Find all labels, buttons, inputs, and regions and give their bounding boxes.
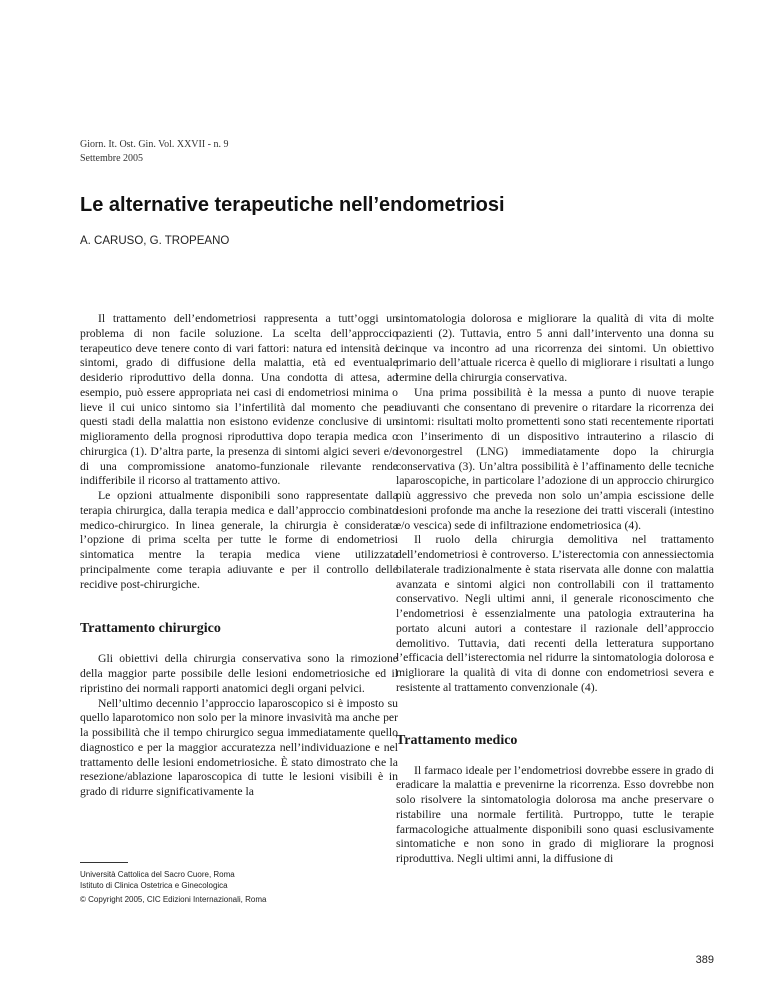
section-heading-surgical: Trattamento chirurgico: [80, 621, 221, 637]
affiliation-university: Università Cattolica del Sacro Cuore, Roma: [80, 870, 235, 879]
footnote-rule: [80, 862, 128, 863]
surgical-paragraph-3: Una prima possibilità è la messa a punto di nuove terapie adiuvanti che consentano di prevenire o ritardare la ricorrenza dei sintomi: risultati molto promettenti sono stati recentemente riportati con l’inserimento di un dispositivo intrauterino a rilascio di levonorgestrel (LNG) immediatamente dopo la chirurgia conservativa (3). Un’altra possibilità è l’affinamento delle tecniche laparoscopiche, in particolare l’adozione di un approccio chirurgico più aggressivo che preveda non solo un’ampia escissione delle lesioni profonde ma anche la resezione dei tratti viscerali (intestino e/o vescica) sede di infiltrazione endometriosica (4).: [396, 385, 714, 532]
footnote-copyright: © Copyright 2005, CIC Edizioni Internazionali, Roma: [80, 895, 267, 904]
affiliation-institute: Istituto di Clinica Ostetrica e Ginecologica: [80, 881, 228, 890]
continued-paragraph: sintomatologia dolorosa e migliorare la qualità di vita di molte pazienti (2). Tuttavia, entro 5 anni dall’intervento una donna su cinque va incontro ad una ricorrenza dei sintomi. Un obiettivo primario dell’attuale ricerca è quello di migliorare i risultati a lungo termine della chirurgia conservativa.: [396, 312, 714, 384]
journal-volume-line: Giorn. It. Ost. Gin. Vol. XXVII - n. 9: [80, 139, 229, 150]
article-authors: A. CARUSO, G. TROPEANO: [80, 235, 230, 247]
right-column: [396, 312, 714, 867]
surgical-paragraph-4: Il ruolo della chirurgia demolitiva nel trattamento dell’endometriosi è controverso. L’isterectomia con annessiectomia bilaterale tradizionalmente è stata riservata alle donne con malattia avanzata e sintomi algici non controllabili con il trattamento conservativo. Negli ultimi anni, il generale riconoscimento che l’endometriosi è essenzialmente una patologia extrauterina ha portato alcuni autori a contestare il razionale dell’approccio demolitivo. Tuttavia, dati recenti della letteratura supportano l’efficacia dell’isterectomia nel ridurre la sintomatologia dolorosa e migliorare la qualità di vita di donne con endometriosi severa e resistente al trattamento convenzionale (4).: [396, 533, 714, 694]
intro-paragraph-2: Le opzioni attualmente disponibili sono rappresentate dalla terapia chirurgica, dalla terapia medica e dall’approccio combinato medico-chirurgico. In linea generale, la chirurgia è considerata l’opzione di prima scelta per tutte le forme di endometriosi sintomatica mentre la terapia medica viene utilizzata principalmente come terapia adiuvante e per il controllo delle recidive post-chirurgiche.: [80, 489, 398, 591]
medical-paragraph-1: Il farmaco ideale per l’endometriosi dovrebbe essere in grado di eradicare la malattia e prevenirne la ricorrenza. Esso dovrebbe non solo risolvere la sintomatologia dolorosa ma anche preservare o ristabilire una normale fertilità. Purtroppo, tutte le terapie farmacologiche attualmente disponibili sono quasi esclusivamente sintomatiche e non sono in grado di migliorare la prognosi riproduttiva. Negli ultimi anni, la diffusione di: [396, 763, 714, 865]
intro-paragraph-1: Il trattamento dell’endometriosi rappresenta a tutt’oggi un problema di non facile soluzione. La scelta dell’approccio terapeutico deve tenere conto di vari fattori: natura ed intensità dei sintomi, grado di diffusione della malattia, età ed eventuale desiderio riproduttivo della donna. Una condotta di attesa, ad esempio, può essere appropriata nei casi di endometriosi minima o lieve il cui unico sintomo sia l’infertilità dal momento che per questi stadi della malattia non esistono evidenze conclusive di un miglioramento della prognosi riproduttiva dopo terapia medica o chirurgica (1). D’altra parte, la presenza di sintomi algici severi e/o di una compromissione anatomo-funzionale rilevante rende indifferibile il ricorso al trattamento attivo.: [80, 312, 398, 488]
surgical-paragraph-1: Gli obiettivi della chirurgia conservativa sono la rimozione della maggior parte possibile delle lesioni endometriosiche ed il ripristino dei normali rapporti anatomici degli organi pelvici.: [80, 652, 398, 695]
section-heading-medical: Trattamento medico: [396, 732, 518, 748]
footnote-affiliation: [80, 869, 235, 891]
article-title: Le alternative terapeutiche nell’endometriosi: [80, 194, 505, 216]
page-number: 389: [695, 954, 714, 966]
left-column: [80, 312, 398, 800]
surgical-paragraph-2: Nell’ultimo decennio l’approccio laparoscopico si è imposto su quello laparotomico non solo per la minore invasività ma anche per la possibilità che il tempo chirurgico segua immediatamente quello diagnostico e per la maggior accuratezza nell’individuazione e nel trattamento delle lesioni endometriosiche. È stato dimostrato che la resezione/ablazione laparoscopica di tutte le lesioni visibili è in grado di ridurre significativamente la: [80, 696, 398, 798]
journal-date-line: Settembre 2005: [80, 153, 144, 164]
journal-citation: [80, 138, 229, 166]
